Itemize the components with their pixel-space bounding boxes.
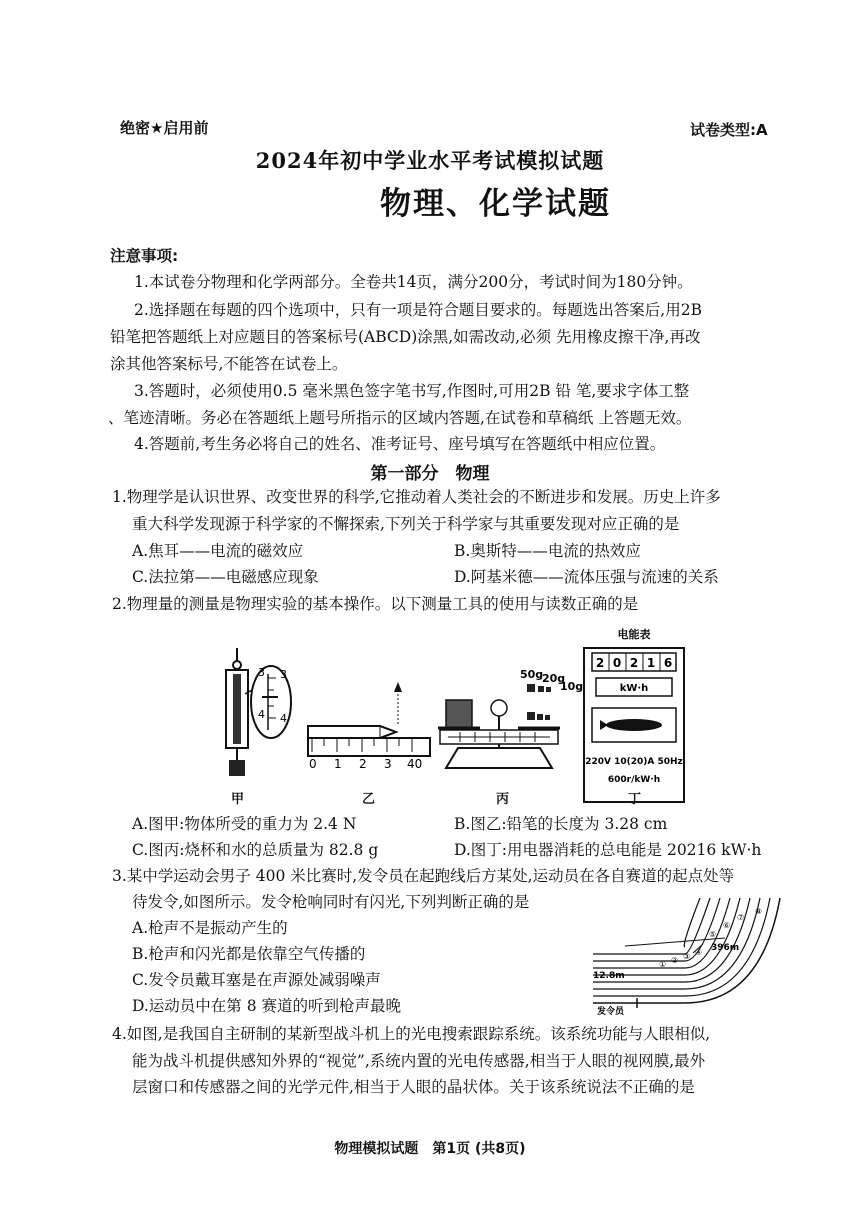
weight-label: 50g (520, 668, 544, 681)
page-footer: 物理模拟试题 第1页 (共8页) (334, 1141, 526, 1157)
q2-option-c: C.图丙:烧杯和水的总质量为 82.8 g (132, 841, 379, 859)
distance-label: 12.8m (593, 971, 625, 981)
note-line: 1.本试卷分物理和化学两部分。全卷共14页，满分200分，考试时间为180分钟。 (134, 273, 693, 291)
scale-tick: 3 (280, 668, 287, 681)
meter-spec: 600r/kW·h (607, 775, 661, 785)
ruler-tick: 0 (309, 757, 317, 771)
confidential-mark: 绝密★启用前 (120, 119, 209, 137)
energy-meter-figure (584, 627, 684, 802)
scale-tick: 4 (280, 712, 287, 725)
meter-spec: 220V 10(20)A 50Hz (585, 757, 683, 767)
meter-digit: 1 (646, 656, 656, 670)
paper-type: 试卷类型:A (690, 121, 768, 139)
q3-stem: 待发令,如图所示。发令枪响同时有闪光,下列判断正确的是 (132, 893, 530, 911)
q1-stem: 重大科学发现源于科学家的不懈探索,下列关于科学家与其重要发现对应正确的是 (132, 515, 680, 533)
q3-option-a: A.枪声不是振动产生的 (132, 919, 288, 937)
lane-label: ② (671, 956, 679, 965)
q2-option-a: A.图甲:物体所受的重力为 2.4 N (132, 815, 357, 833)
q1-option-a: A.焦耳——电流的磁效应 (132, 542, 304, 560)
q4-stem: 4.如图,是我国自主研制的某新型战斗机上的光电搜索跟踪系统。该系统功能与人眼相似, (112, 1025, 711, 1043)
note-line: 涂其他答案标号,不能答在试卷上。 (110, 355, 348, 373)
section-title: 第一部分 物理 (370, 464, 490, 484)
q1-stem: 1.物理学是认识世界、改变世界的科学,它推动着人类社会的不断进步和发展。历史上许多 (112, 488, 721, 506)
exam-subtitle: 物理、化学试题 (380, 186, 611, 222)
meter-title: 电能表 (617, 628, 651, 641)
lane-label: ③ (683, 952, 691, 961)
q1-option-d: D.阿基米德——流体压强与流速的关系 (454, 568, 719, 586)
note-line: 铅笔把答题纸上对应题目的答案标号(ABCD)涂黑,如需改动,必须 先用橡皮擦干净,再改 (110, 328, 701, 346)
note-line: 3.答题时，必须使用0.5 毫米黑色签字笔书写,作图时,可用2B 铅 笔,要求字体工整 (134, 382, 690, 400)
scale-tick: 4 (258, 708, 265, 721)
exam-title: 2024年初中学业水平考试模拟试题 (255, 148, 605, 173)
ruler-tick: 40 (407, 757, 423, 771)
notes-heading: 注意事项: (110, 247, 179, 265)
q3-stem: 3.某中学运动会男子 400 米比赛时,发令员在起跑线后方某处,运动员在各自赛道的起点处等 (112, 867, 735, 885)
scale-tick: 3 (258, 666, 265, 679)
q2-stem: 2.物理量的测量是物理实验的基本操作。以下测量工具的使用与读数正确的是 (112, 595, 639, 613)
q2-figures (0, 618, 860, 808)
q3-option-b: B.枪声和闪光都是依靠空气传播的 (132, 945, 366, 963)
starter-label: 发令员 (597, 1007, 625, 1017)
lane-label: ⑧ (755, 907, 763, 916)
q3-option-c: C.发令员戴耳塞是在声源处减弱噪声 (132, 971, 381, 989)
balance-figure (438, 668, 583, 768)
distance-label: 396m (711, 943, 740, 953)
lane-label: ⑤ (709, 930, 717, 939)
caption-bing: 丙 (496, 792, 510, 807)
ruler-figure (308, 682, 430, 771)
meter-digit: 2 (629, 656, 639, 670)
meter-unit: kW·h (619, 683, 649, 694)
caption-ding: 丁 (628, 792, 642, 807)
meter-digit: 6 (663, 656, 673, 670)
lane-label: ④ (695, 948, 703, 957)
running-track-figure (585, 858, 785, 1018)
q4-stem: 能为战斗机提供感知外界的“视觉”,系统内置的光电传感器,相当于人眼的视网膜,最外 (132, 1052, 706, 1070)
lane-label: ⑥ (723, 921, 731, 930)
caption-yi: 乙 (362, 792, 376, 807)
weight-label: 20g (542, 672, 566, 685)
q2-option-b: B.图乙:铅笔的长度为 3.28 cm (454, 815, 668, 833)
q1-option-c: C.法拉第——电磁感应现象 (132, 568, 319, 586)
meter-digit: 2 (595, 656, 605, 670)
weight-label: 10g (560, 680, 584, 693)
q1-option-b: B.奥斯特——电流的热效应 (454, 542, 641, 560)
ruler-tick: 1 (334, 757, 342, 771)
lane-label: ① (659, 960, 667, 969)
spring-scale-figure (226, 648, 291, 776)
q4-stem: 层窗口和传感器之间的光学元件,相当于人眼的晶状体。关于该系统说法不正确的是 (132, 1078, 695, 1096)
ruler-tick: 2 (359, 757, 367, 771)
lane-label: ⑦ (737, 913, 745, 922)
q3-option-d: D.运动员中在第 8 赛道的听到枪声最晚 (132, 997, 402, 1015)
meter-digit: 0 (612, 656, 622, 670)
note-line: 2.选择题在每题的四个选项中，只有一项是符合题目要求的。每题选出答案后,用2B (134, 301, 702, 319)
q2-option-d: D.图丁:用电器消耗的总电能是 20216 kW·h (454, 841, 762, 859)
caption-jia: 甲 (231, 792, 245, 807)
note-line: 4.答题前,考生务必将自己的姓名、准考证号、座号填写在答题纸中相应位置。 (134, 435, 666, 453)
ruler-tick: 3 (384, 757, 392, 771)
note-line: 、笔迹清晰。务必在答题纸上题号所指示的区域内答题,在试卷和草稿纸 上答题无效。 (108, 409, 692, 427)
